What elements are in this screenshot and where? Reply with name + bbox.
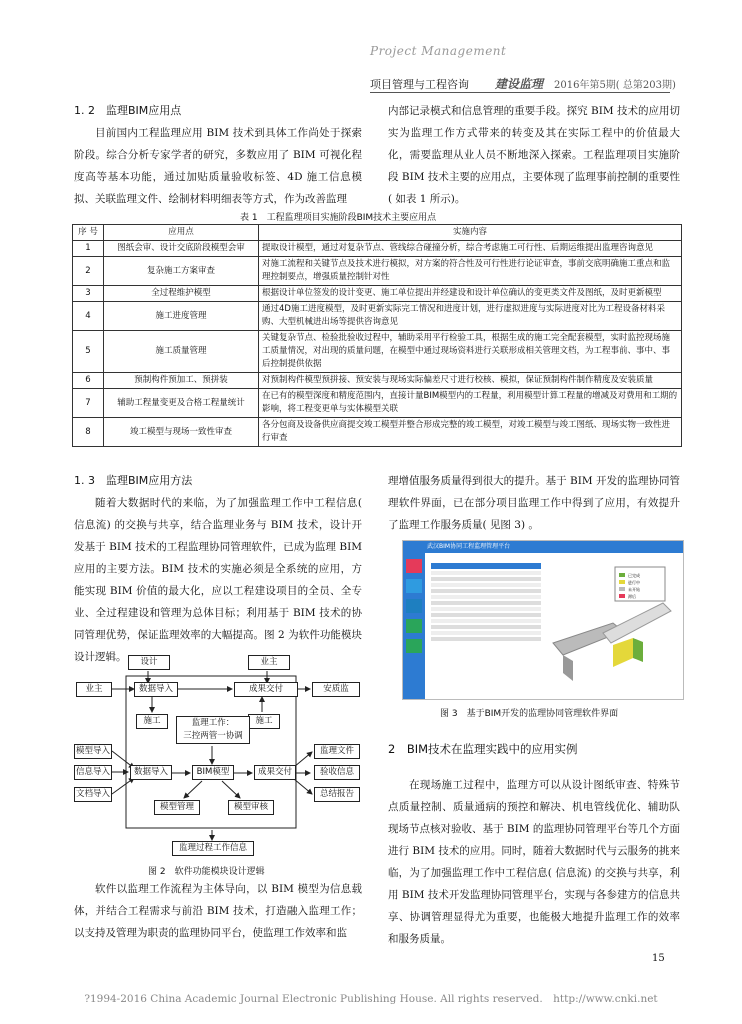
box-supervision-work: 监理工作： 三控两管一协调: [176, 716, 250, 744]
box-acceptance-info: 验收信息: [314, 765, 360, 780]
section-heading-1-3: 1. 3 监理BIM应用方法: [74, 474, 193, 487]
implementation-content: 关键复杂节点、检验批验收过程中，辅助采用平行检验工具，根据生成的施工完全配套模型，实时监控现场施工质量情况，对出现的质量问题，在模型中通过现场资料进行关联形成相关管理文档，为工程事前、事中、事后控制提供依据: [259, 331, 682, 373]
box-owner-top: 业主: [248, 655, 290, 670]
box-data-import-top: 数据导入: [134, 682, 178, 697]
sidebar-tile: [406, 619, 422, 633]
legend-label: 未开始: [628, 587, 640, 592]
implementation-content: 根据设计单位签发的设计变更、施工单位提出并经建设和设计单位确认的变更类文件及图纸，及时更新模型: [259, 286, 682, 302]
box-info-import: 信息导入: [74, 765, 112, 780]
footer-copyright: ?1994-2016 China Academic Journal Electronic Publishing House. All rights reserved. http://www.cnki.net: [84, 993, 658, 1005]
row-number: 6: [73, 373, 104, 389]
box-data-import-mid: 数据导入: [130, 765, 172, 780]
journal-chinese-title: 项目管理与工程咨询: [370, 78, 469, 91]
figure-2-diagram: [72, 650, 364, 862]
implementation-content: 在已有的模型深度和精度范围内，直接计量BIM模型内的工程量，利用模型计算工程量的增减及对费用和工期的影响，将工程变更单与实体模型关联: [259, 389, 682, 418]
table-row: [73, 331, 682, 373]
paragraph-right-top: 内部记录模式和信息管理的重要手段。探究 BIM 技术的应用切实为监理工作方式带来的转变及其在实际工程中的价值最大化，需要监理从业人员不断地深入探索。工程监理项目实施阶段 BIM 技术主要的应用点，主要体现了监理事前控制的重要性( 如表 1 所示)。: [388, 105, 680, 205]
left-mid-column: [74, 470, 362, 668]
row-number: 4: [73, 302, 104, 331]
figure-2-caption: 图 2 软件功能模块设计逻辑: [148, 867, 265, 877]
journal-english-title: Project Management: [370, 44, 507, 58]
box-design: 设计: [128, 655, 170, 670]
box-build-right: 施工: [248, 714, 280, 729]
application-point: 施工进度管理: [104, 302, 259, 331]
sidebar-tile: [406, 599, 422, 613]
right-mid-column: [388, 470, 680, 536]
paragraph-1-3: 随着大数据时代的来临，为了加强监理工作中工程信息( 信息流) 的交换与共享，结合监理业务与 BIM 技术，设计开发基于 BIM 技术的工程监理协同管理软件，已成为监理 BIM 应用的主要方法。BIM 技术的实施必须是全系统的应用，方能实现 BIM 价值的最大化，应以工程建设项目的全员、全专业、全过程建设和管理为总体目标；利用基于 BIM 技术的协同管理优势，保证监理效率的大幅提高。图 2 为软件功能模块设计逻辑。: [74, 497, 362, 663]
table-header-cell: 应用点: [104, 225, 259, 241]
row-number: 2: [73, 257, 104, 286]
table-caption: 表 1 工程监理项目实施阶段BIM技术主要应用点: [240, 213, 437, 223]
header-rule: [370, 92, 670, 93]
implementation-content: 各分包商及设备供应商提交竣工模型并整合形成完整的竣工模型，对竣工模型与竣工图纸、现场实物一致性进行审查: [259, 418, 682, 447]
box-model-import: 模型导入: [74, 744, 112, 759]
application-point: 复杂施工方案审查: [104, 257, 259, 286]
paragraph-right-mid: 理增值服务质量得到很大的提升。基于 BIM 开发的监理协同管理软件界面，已在部分项目监理工作中得到了应用，有效提升了监理工作服务质量( 见图 3) 。: [388, 475, 680, 531]
paragraph-section-2: 在现场施工过程中，监理方可以从设计图纸审查、特殊节点质量控制、质量通病的预控和解决、机电管线优化、辅助队现场节点核对验收、基于 BIM 的监理协同管理平台等几个方面进行 BIM 技术的应用。同时，随着大数据时代与云服务的挑来临，为了加强监理工作中工程信息( 信息流) 的交换与共享，利用 BIM 技术开发监理协同管理平台，实现与各参建方的信息共享、协调管理显得尤为重要，也能极大地提升监理工作的效率和服务质量。: [388, 779, 680, 945]
table-header-row: [73, 225, 682, 241]
box-bim-model: BIM模型: [192, 765, 234, 780]
row-number: 1: [73, 241, 104, 257]
paragraph-left-bottom: 软件以监理工作流程为主体导向，以 BIM 模型为信息载体，并结合工程需求与前沿 BIM 技术，打造融入监理工作；以支持及管理为职责的监理协同平台，使监理工作效率和监: [74, 883, 362, 939]
table-row: [73, 257, 682, 286]
legend-label: 滞后: [628, 594, 636, 599]
left-top-column: [74, 100, 362, 210]
application-point: 辅助工程量变更及合格工程量统计: [104, 389, 259, 418]
table-row: [73, 418, 682, 447]
implementation-content: 通过4D施工进度模型，及时更新实际完工情况和进度计划，进行虚拟进度与实际进度对比为工程设备材料采购、大型机械进出场等提供咨询意见: [259, 302, 682, 331]
box-model-management: 模型管理: [154, 800, 200, 815]
page-number: 15: [652, 953, 665, 964]
implementation-content: 提取设计模型，通过对复杂节点、管线综合碰撞分析，综合考虑施工可行性、后期运维提出监理咨询意见: [259, 241, 682, 257]
application-point: 预制构件预加工、预拼装: [104, 373, 259, 389]
figure-3-screenshot: [402, 540, 684, 700]
right-bottom-column: [388, 738, 680, 950]
app-data-table: [431, 563, 541, 683]
legend-label: 已完成: [628, 573, 640, 578]
application-point: 全过程维护模型: [104, 286, 259, 302]
table-header-cell: 序 号: [73, 225, 104, 241]
box-doc-import: 文档导入: [74, 787, 112, 802]
section-heading-2: 2 BIM技术在监理实践中的应用实例: [388, 742, 578, 756]
box-result-mid: 成果交付: [254, 765, 296, 780]
table-row: [73, 302, 682, 331]
row-number: 5: [73, 331, 104, 373]
sidebar-tile: [406, 639, 422, 653]
section-heading-1-2: 1. 2 监理BIM应用点: [74, 104, 182, 117]
paragraph-1-2: 目前国内工程监理应用 BIM 技术到具体工作尚处于探索阶段。综合分析专家学者的研究，多数应用了 BIM 可视化程度高等基本功能，通过加贴质量验收标签、4D 施工信息模拟、关联监理文件、绘制材料明细表等方式，作为改善监理: [74, 127, 362, 205]
row-number: 8: [73, 418, 104, 447]
table-1: [72, 224, 682, 447]
app-table-header: [431, 563, 541, 569]
box-biz-left: 业主: [76, 682, 112, 697]
figure-3-caption: 图 3 基于BIM开发的监理协同管理软件界面: [440, 709, 619, 719]
application-point: 施工质量管理: [104, 331, 259, 373]
table-header-cell: 实施内容: [259, 225, 682, 241]
box-summary-report: 总结报告: [314, 787, 360, 802]
box-supervision-file: 监理文件: [314, 744, 360, 759]
table-row: [73, 389, 682, 418]
app-titlebar: 武汉BIM协同工程监理管理平台: [403, 541, 683, 553]
application-point: 图纸会审、设计交底阶段模型会审: [104, 241, 259, 257]
application-point: 竣工模型与现场一致性审查: [104, 418, 259, 447]
app-sidebar: [403, 553, 425, 699]
table-row: [73, 373, 682, 389]
box-build-left: 施工: [136, 714, 168, 729]
row-number: 3: [73, 286, 104, 302]
box-result-top: 成果交付: [234, 682, 298, 697]
sidebar-tile: [406, 579, 422, 593]
sidebar-tile: [406, 559, 422, 573]
box-model-review: 模型审核: [228, 800, 274, 815]
row-number: 7: [73, 389, 104, 418]
table-row: [73, 241, 682, 257]
table-row: [73, 286, 682, 302]
implementation-content: 对施工流程和关键节点及技术进行模拟，对方案的符合性及可行性进行论证审查，事前交底明确施工重点和监理控制要点，增强质量控制针对性: [259, 257, 682, 286]
magazine-name: 建设监理: [495, 77, 544, 91]
left-bottom-column: [74, 878, 362, 944]
issue-number: 2016年第5期( 总第203期): [554, 80, 676, 91]
implementation-content: 对预制构件模型预拼接、预安装与现场实际偏差尺寸进行校核、模拟，保证预制构件制作精度及安装质量: [259, 373, 682, 389]
box-safety: 安质监: [312, 682, 360, 697]
legend-label: 进行中: [628, 580, 640, 585]
box-work-info: 监理过程工作信息: [172, 841, 254, 856]
right-top-column: [388, 100, 680, 210]
app-3d-model-view: [543, 563, 681, 693]
